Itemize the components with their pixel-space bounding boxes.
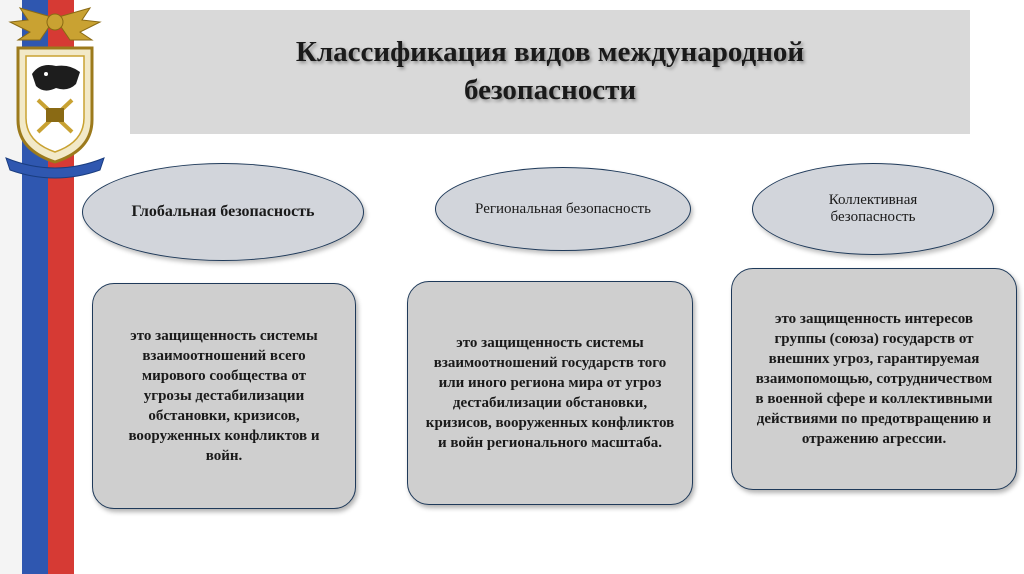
description-text: это защищенность интересов группы (союза) государств от внешних угроз, гарантируемая взаимопомощью, сотрудничеством в военной сфере и коллективными действиями по предотвращению и отражению агрессии. [755,310,993,448]
description-text: это защищенность системы взаимоотношений всего мирового сообщества от угрозы дестабилизации обстановки, кризисов, вооруженных конфликтов и войн. [128,327,320,465]
description-text: это защищенность системы взаимоотношений государств того или иного региона мира от угроз дестабилизации обстановки, кризисов, вооруженных конфликтов и войн регионального масштаба. [425,334,675,452]
oval-label: Коллективная безопасность [828,192,918,225]
description-global-security [92,283,356,509]
oval-label: Региональная безопасность [475,200,651,217]
police-emblem-icon [0,0,110,180]
oval-regional-security [435,167,691,251]
oval-collective-security [752,163,994,255]
description-collective-security [731,268,1017,490]
oval-label: Глобальная безопасность [131,203,315,220]
description-regional-security [407,281,693,505]
title-box [130,10,970,134]
page-title: Классификация видов международной безопасности [295,36,805,106]
oval-global-security [82,163,364,261]
